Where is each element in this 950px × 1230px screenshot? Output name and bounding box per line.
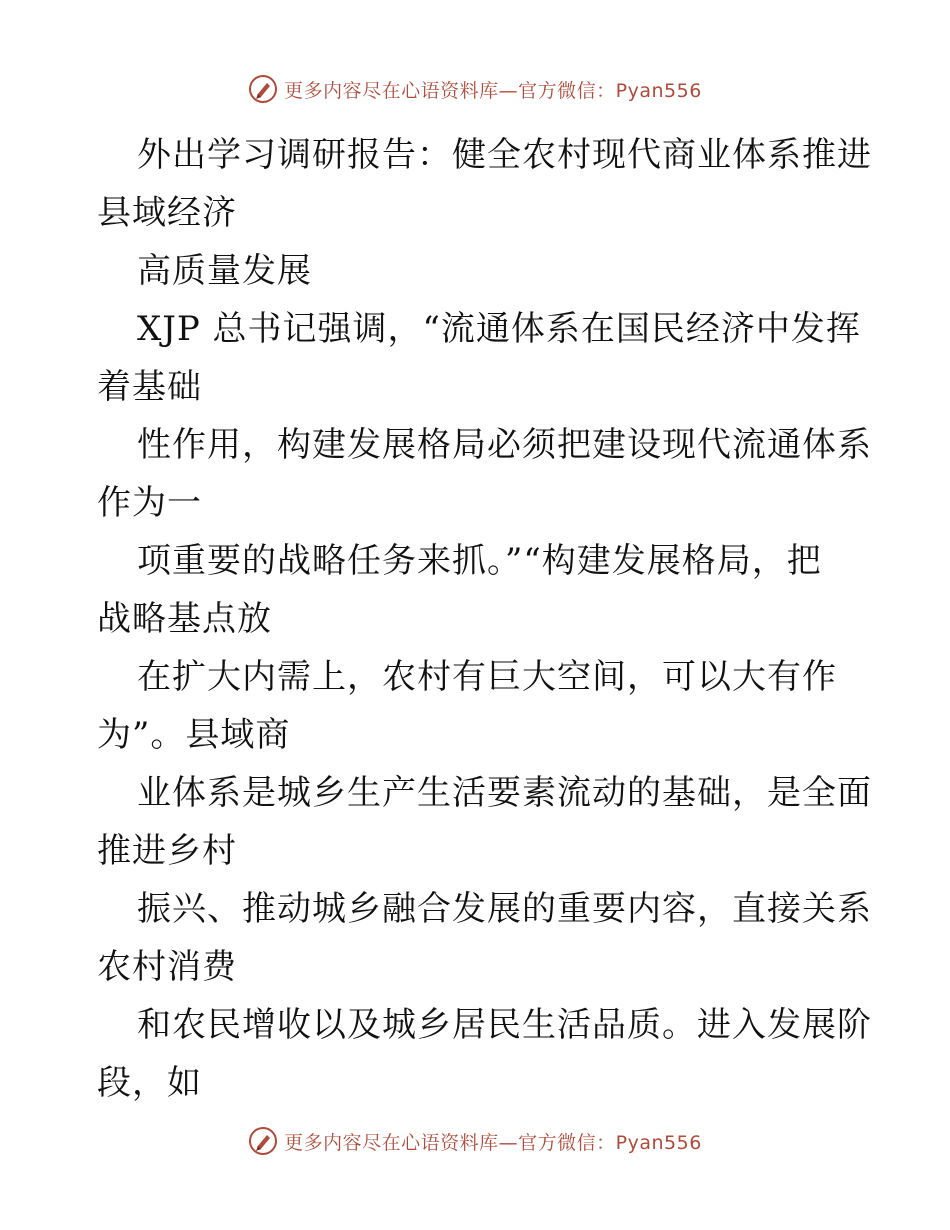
text-line: 着基础 [97,367,202,407]
text-line: 业体系是城乡生产生活要素流动的基础，是全面 [137,773,872,813]
text-line: 在扩大内需上，农村有巨大空间，可以大有作 [137,657,837,697]
header-banner-text: 更多内容尽在心语资料库—官方微信：Pyan556 [284,79,702,102]
text-line: 外出学习调研报告：健全农村现代商业体系推进 [137,135,872,175]
text-line: 农村消费 [97,947,237,987]
text-line: 战略基点放 [97,599,272,639]
footer-banner-text: 更多内容尽在心语资料库—官方微信：Pyan556 [284,1131,702,1154]
pen-nib-logo-icon [248,74,278,104]
text-line: 和农民增收以及城乡居民生活品质。进入发展阶 [137,1005,872,1045]
text-line: 为”。县域商 [97,715,291,755]
header-banner [0,72,950,106]
text-line: 段，如 [97,1063,202,1103]
footer-banner [0,1124,950,1158]
text-line: 高质量发展 [137,251,312,291]
text-line: 振兴、推动城乡融合发展的重要内容，直接关系 [137,889,872,929]
pen-nib-logo-icon [248,1126,278,1156]
text-line: 推进乡村 [97,831,237,871]
document-body [97,126,872,1112]
text-line: 县域经济 [97,193,237,233]
text-line: XJP 总书记强调，“流通体系在国民经济中发挥 [137,309,861,349]
text-line: 性作用，构建发展格局必须把建设现代流通体系 [137,425,872,465]
text-line: 作为一 [97,483,202,523]
text-line: 项重要的战略任务来抓。”“构建发展格局，把 [137,541,822,581]
